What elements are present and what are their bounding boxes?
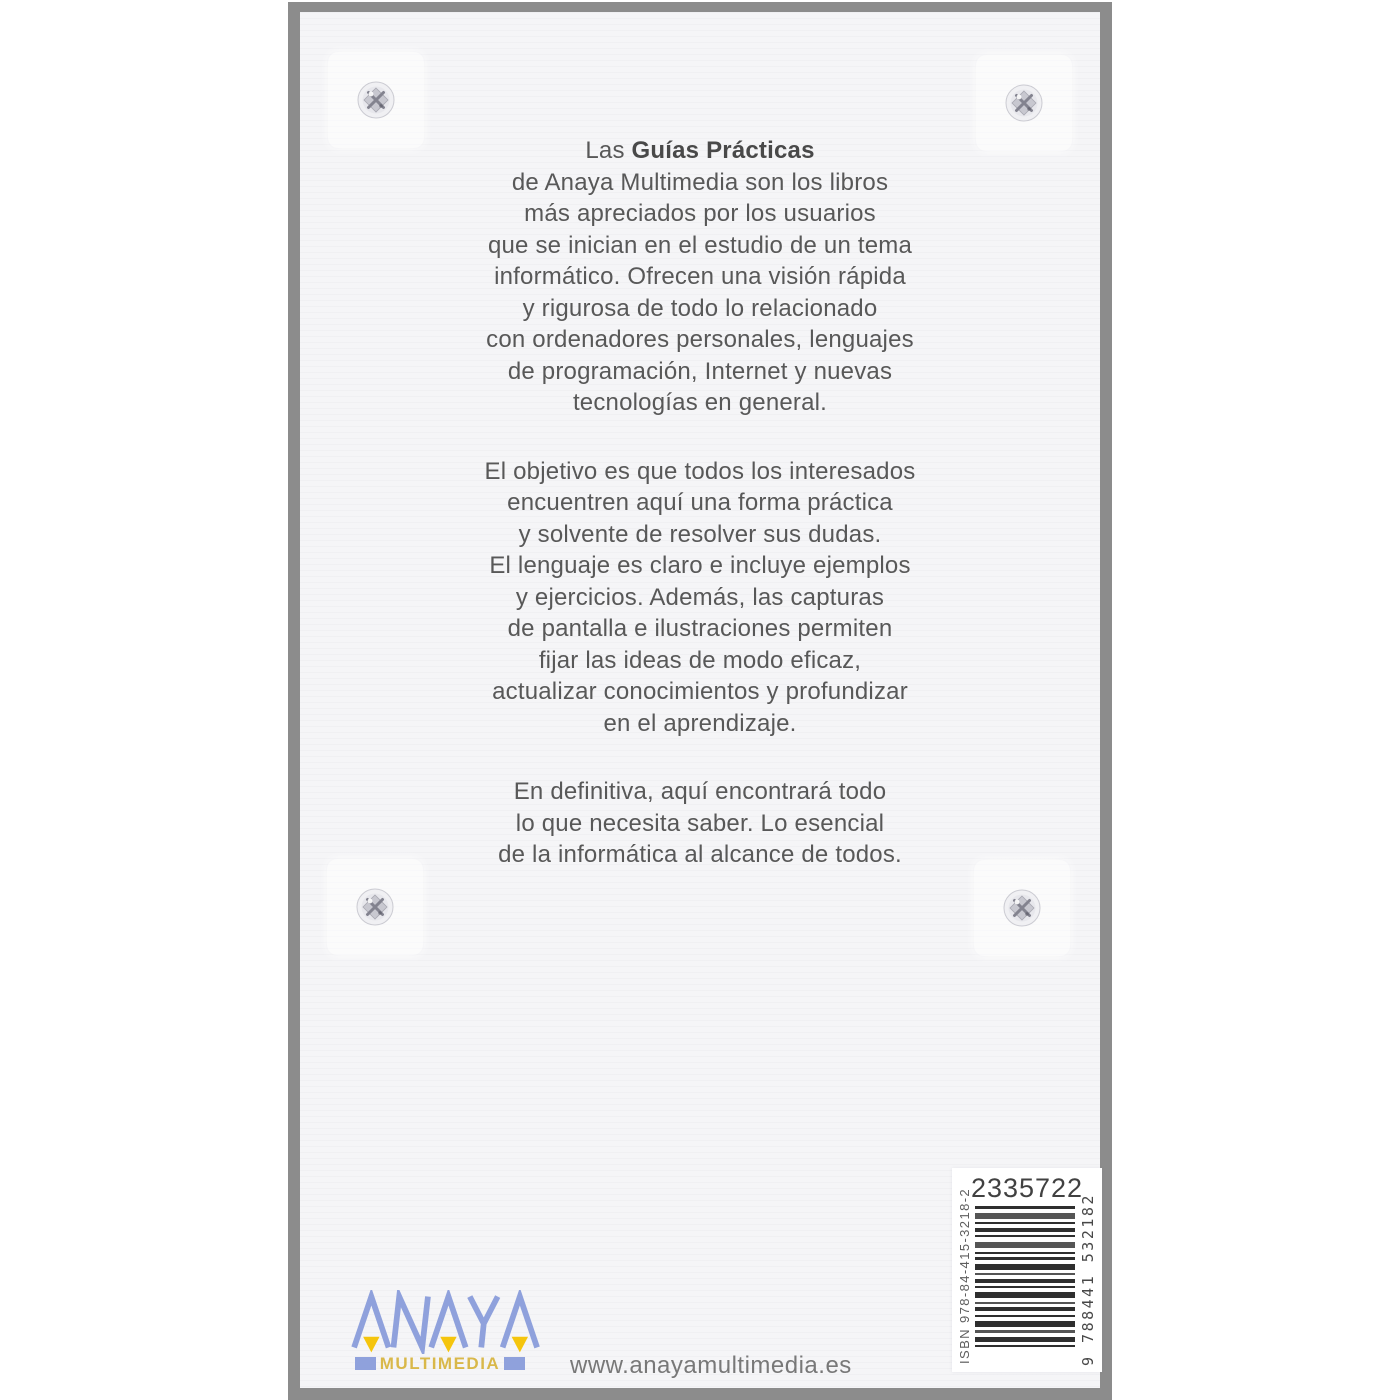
paragraph-lines	[300, 776, 1100, 871]
multimedia-label: MULTIMEDIA	[379, 1354, 501, 1373]
isbn-vertical-text: ISBN 978-84-415-3218-2	[957, 1187, 972, 1364]
paragraph-lines	[300, 167, 1100, 419]
barcode-bar	[975, 1286, 1075, 1288]
body-text	[300, 135, 1100, 908]
text-line: de la informática al alcance de todos.	[498, 841, 902, 868]
barcode-bar	[975, 1315, 1075, 1317]
series-title: Guías Prácticas	[631, 137, 815, 164]
barcode-bar	[975, 1307, 1075, 1311]
paragraph-objective	[300, 456, 1100, 740]
barcode-bar	[975, 1330, 1075, 1333]
barcode-bar	[975, 1252, 1075, 1254]
barcode-bar	[975, 1257, 1075, 1260]
barcode-bar	[975, 1292, 1075, 1298]
anaya-wordmark-icon	[333, 1290, 559, 1354]
multimedia-bar-right	[504, 1357, 525, 1370]
text-line: fijar las ideas de modo eficaz,	[538, 646, 862, 674]
text-line: que se inician en el estudio de un tema	[487, 231, 913, 259]
multimedia-row	[355, 1355, 525, 1372]
text-line: tecnologías en general.	[572, 389, 828, 416]
paragraph-lines	[300, 456, 1100, 740]
text-line: El objetivo es que todos los interesados	[484, 457, 916, 485]
text-line: de pantalla e ilustraciones permiten	[507, 615, 893, 642]
text-line: y solvente de resolver sus dudas.	[518, 520, 882, 548]
barcode-bar	[975, 1228, 1075, 1232]
barcode-bars	[975, 1206, 1075, 1352]
site-url: www.anayamultimedia.es	[570, 1352, 852, 1379]
barcode-bar	[975, 1206, 1075, 1209]
screw-icon	[1004, 83, 1044, 123]
text-line: lo que necesita saber. Lo esencial	[515, 809, 885, 837]
barcode-bar	[975, 1213, 1075, 1219]
paragraph-intro	[300, 135, 1100, 419]
book-cover-photo	[288, 2, 1112, 1400]
multimedia-bar-left	[355, 1357, 376, 1370]
ean-vertical-text: 9 788441 532182	[1079, 1193, 1097, 1366]
barcode-bar	[975, 1242, 1075, 1248]
barcode-bar	[975, 1235, 1075, 1237]
barcode-bar	[975, 1222, 1075, 1224]
paragraph-summary	[300, 776, 1100, 871]
barcode-bar	[975, 1279, 1075, 1283]
text-line: En definitiva, aquí encontrará todo	[513, 778, 887, 805]
barcode-bar	[975, 1345, 1075, 1347]
barcode-bar	[975, 1302, 1075, 1304]
barcode-panel	[952, 1168, 1102, 1372]
text-line: de Anaya Multimedia son los libros	[511, 168, 889, 196]
text-line: más apreciados por los usuarios	[524, 200, 876, 227]
series-lead: Las	[585, 137, 632, 164]
barcode-bar	[975, 1273, 1075, 1275]
barcode-bar	[975, 1337, 1075, 1342]
text-line: y ejercicios. Además, las capturas	[515, 583, 885, 611]
text-line: encuentren aquí una forma práctica	[507, 489, 893, 516]
text-line: El lenguaje es claro e incluye ejemplos	[489, 552, 911, 579]
text-line: informático. Ofrecen una visión rápida	[494, 263, 906, 290]
barcode-number: 2335722	[970, 1173, 1084, 1203]
anaya-logo	[333, 1290, 563, 1386]
text-line: con ordenadores personales, lenguajes	[486, 326, 914, 353]
text-line: y rigurosa de todo lo relacionado	[522, 294, 878, 322]
text-line: de programación, Internet y nuevas	[507, 357, 893, 385]
barcode-bar	[975, 1264, 1075, 1270]
book-back-cover	[300, 12, 1100, 1388]
text-line	[300, 135, 1100, 167]
screw-icon	[356, 80, 396, 120]
text-line: en el aprendizaje.	[603, 709, 797, 737]
text-line: actualizar conocimientos y profundizar	[492, 678, 908, 705]
barcode-bar	[975, 1321, 1075, 1327]
